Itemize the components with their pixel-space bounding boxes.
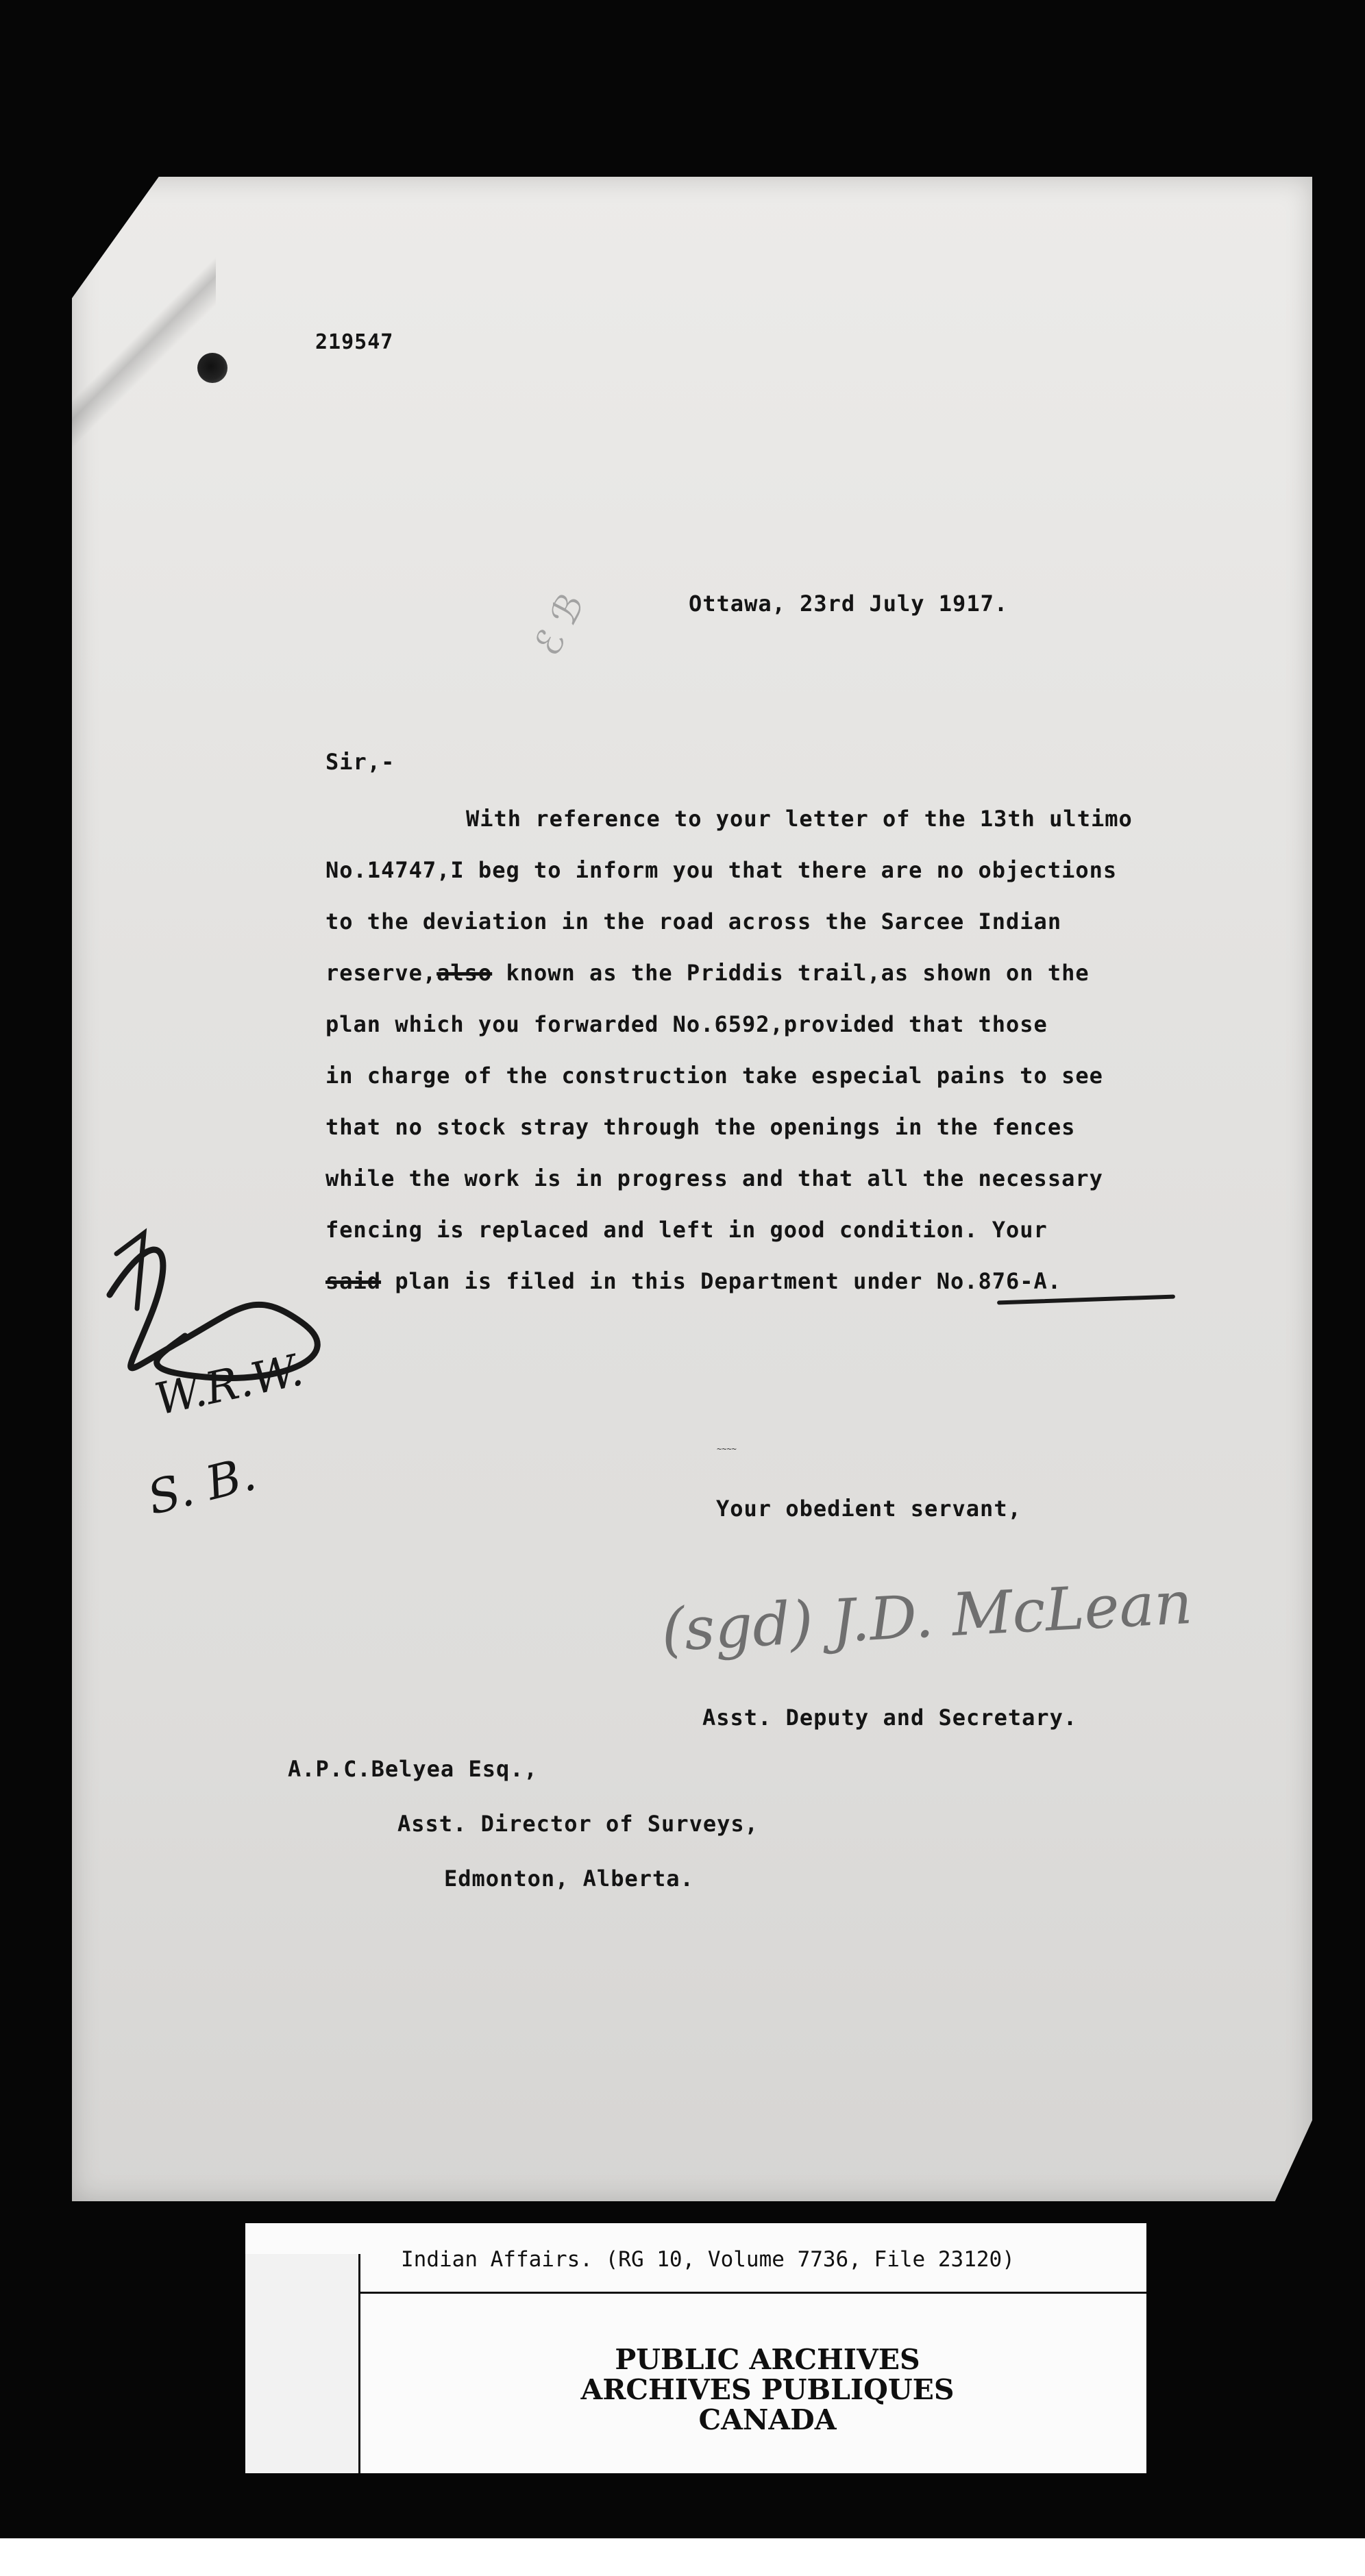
archive-reference: Indian Affairs. (RG 10, Volume 7736, File 23120) bbox=[401, 2247, 1015, 2272]
archive-name-en: PUBLIC ARCHIVES bbox=[615, 2343, 920, 2376]
archive-name-fr: ARCHIVES PUBLIQUES bbox=[580, 2373, 955, 2406]
faint-mark: ~~~~ bbox=[717, 1444, 737, 1454]
punch-hole bbox=[197, 353, 228, 383]
dateline: Ottawa, 23rd July 1917. bbox=[689, 591, 1009, 617]
margin-initials-wrw: W.R.W. bbox=[150, 1345, 308, 1426]
struck-word-also: also bbox=[436, 960, 493, 986]
body-line-4-prefix: reserve, bbox=[325, 960, 437, 986]
body-line-6: in charge of the construction take especial pains to see bbox=[325, 1063, 1103, 1089]
signatory-title: Asst. Deputy and Secretary. bbox=[702, 1705, 1078, 1731]
body-line-4 bbox=[325, 948, 1216, 999]
body-line-1: With reference to your letter of the 13th ultimo bbox=[466, 806, 1133, 832]
body-line-9: fencing is replaced and left in good condition. Your bbox=[325, 1217, 1048, 1243]
archive-country: CANADA bbox=[698, 2403, 837, 2436]
recipient-title: Asst. Director of Surveys, bbox=[397, 1811, 759, 1837]
file-number: 219547 bbox=[315, 330, 394, 354]
archive-label-divider bbox=[358, 2292, 1146, 2294]
body-line-10-rest: plan is filed in this Department under No.876-A. bbox=[395, 1268, 1062, 1294]
body-line-3: to the deviation in the road across the Sarcee Indian bbox=[325, 908, 1062, 934]
signature: (sgd) J.D. McLean bbox=[659, 1568, 1194, 1665]
salutation: Sir,- bbox=[325, 749, 395, 775]
closing: Your obedient servant, bbox=[716, 1496, 1022, 1522]
faint-stamp: ℰ ℬ bbox=[525, 586, 593, 663]
bottom-border bbox=[0, 2538, 1365, 2576]
recipient-location: Edmonton, Alberta. bbox=[444, 1866, 694, 1892]
body-line-4-rest: known as the Priddis trail,as shown on the bbox=[506, 960, 1090, 986]
margin-initials-sb: S. B. bbox=[142, 1446, 262, 1526]
letter-body bbox=[325, 793, 1216, 1307]
archive-label-flap bbox=[245, 2254, 360, 2473]
body-line-5: plan which you forwarded No.6592,provided that those bbox=[325, 1011, 1048, 1037]
body-line-2: No.14747,I beg to inform you that there are no objections bbox=[325, 857, 1118, 883]
struck-word-said: said bbox=[325, 1268, 382, 1294]
recipient-name: A.P.C.Belyea Esq., bbox=[288, 1756, 538, 1782]
body-line-8: while the work is in progress and that all the necessary bbox=[325, 1165, 1103, 1191]
body-line-7: that no stock stray through the openings in the fences bbox=[325, 1114, 1076, 1140]
